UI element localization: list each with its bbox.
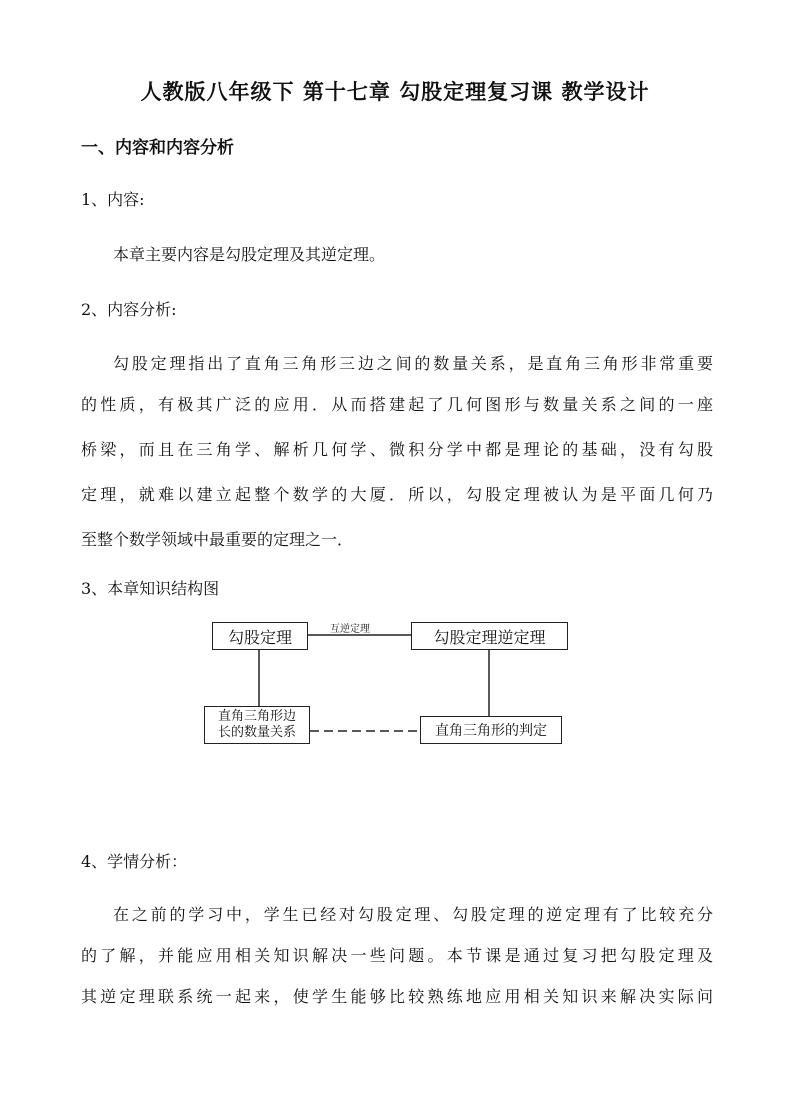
paragraph-line: 其逆定理联系统一起来，使学生能够比较熟练地应用相关知识来解决实际问 (81, 987, 713, 1006)
item1-text: 本章主要内容是勾股定理及其逆定理。 (113, 245, 386, 264)
box-converse-theorem: 勾股定理逆定理 (411, 622, 568, 650)
relation-label: 互逆定理 (330, 624, 370, 635)
document-title: 人教版八年级下 第十七章 勾股定理复习课 教学设计 (140, 80, 650, 104)
paragraph-line: 勾股定理指出了直角三角形三边之间的数量关系，是直角三角形非常重要 (113, 354, 713, 373)
item2-paragraph (81, 345, 713, 562)
paragraph-line: 的了解，并能应用相关知识解决一些问题。本节课是通过复习把勾股定理及 (81, 946, 713, 965)
section-heading: 一、内容和内容分析 (81, 138, 234, 158)
item1-label: 1、内容: (81, 190, 145, 209)
box-side-relation-line1: 直角三角形边 (217, 709, 296, 724)
box-right-triangle-judgement: 直角三角形的判定 (420, 716, 562, 744)
paragraph-line: 桥梁，而且在三角学、解析几何学、微积分学中都是理论的基础，没有勾股 (81, 440, 713, 459)
item3-label: 3、本章知识结构图 (81, 579, 220, 598)
item4-label: 4、学情分析： (81, 852, 188, 871)
box-side-relation-line2: 长的数量关系 (217, 725, 296, 740)
item2-label: 2、内容分析: (81, 300, 177, 319)
box-pythagorean-theorem: 勾股定理 (212, 622, 308, 650)
item1-paragraph (81, 240, 713, 270)
paragraph-line: 在之前的学习中，学生已经对勾股定理、勾股定理的逆定理有了比较充分 (113, 905, 713, 924)
box-side-relation (204, 706, 310, 744)
item4-paragraph (81, 900, 713, 1023)
paragraph-line: 的性质，有极其广泛的应用．从而搭建起了几何图形与数量关系之间的一座 (81, 395, 713, 414)
paragraph-line: 定理，就难以建立起整个数学的大厦．所以，勾股定理被认为是平面几何乃 (81, 485, 713, 504)
paragraph-line: 至整个数学领域中最重要的定理之一． (81, 530, 354, 549)
